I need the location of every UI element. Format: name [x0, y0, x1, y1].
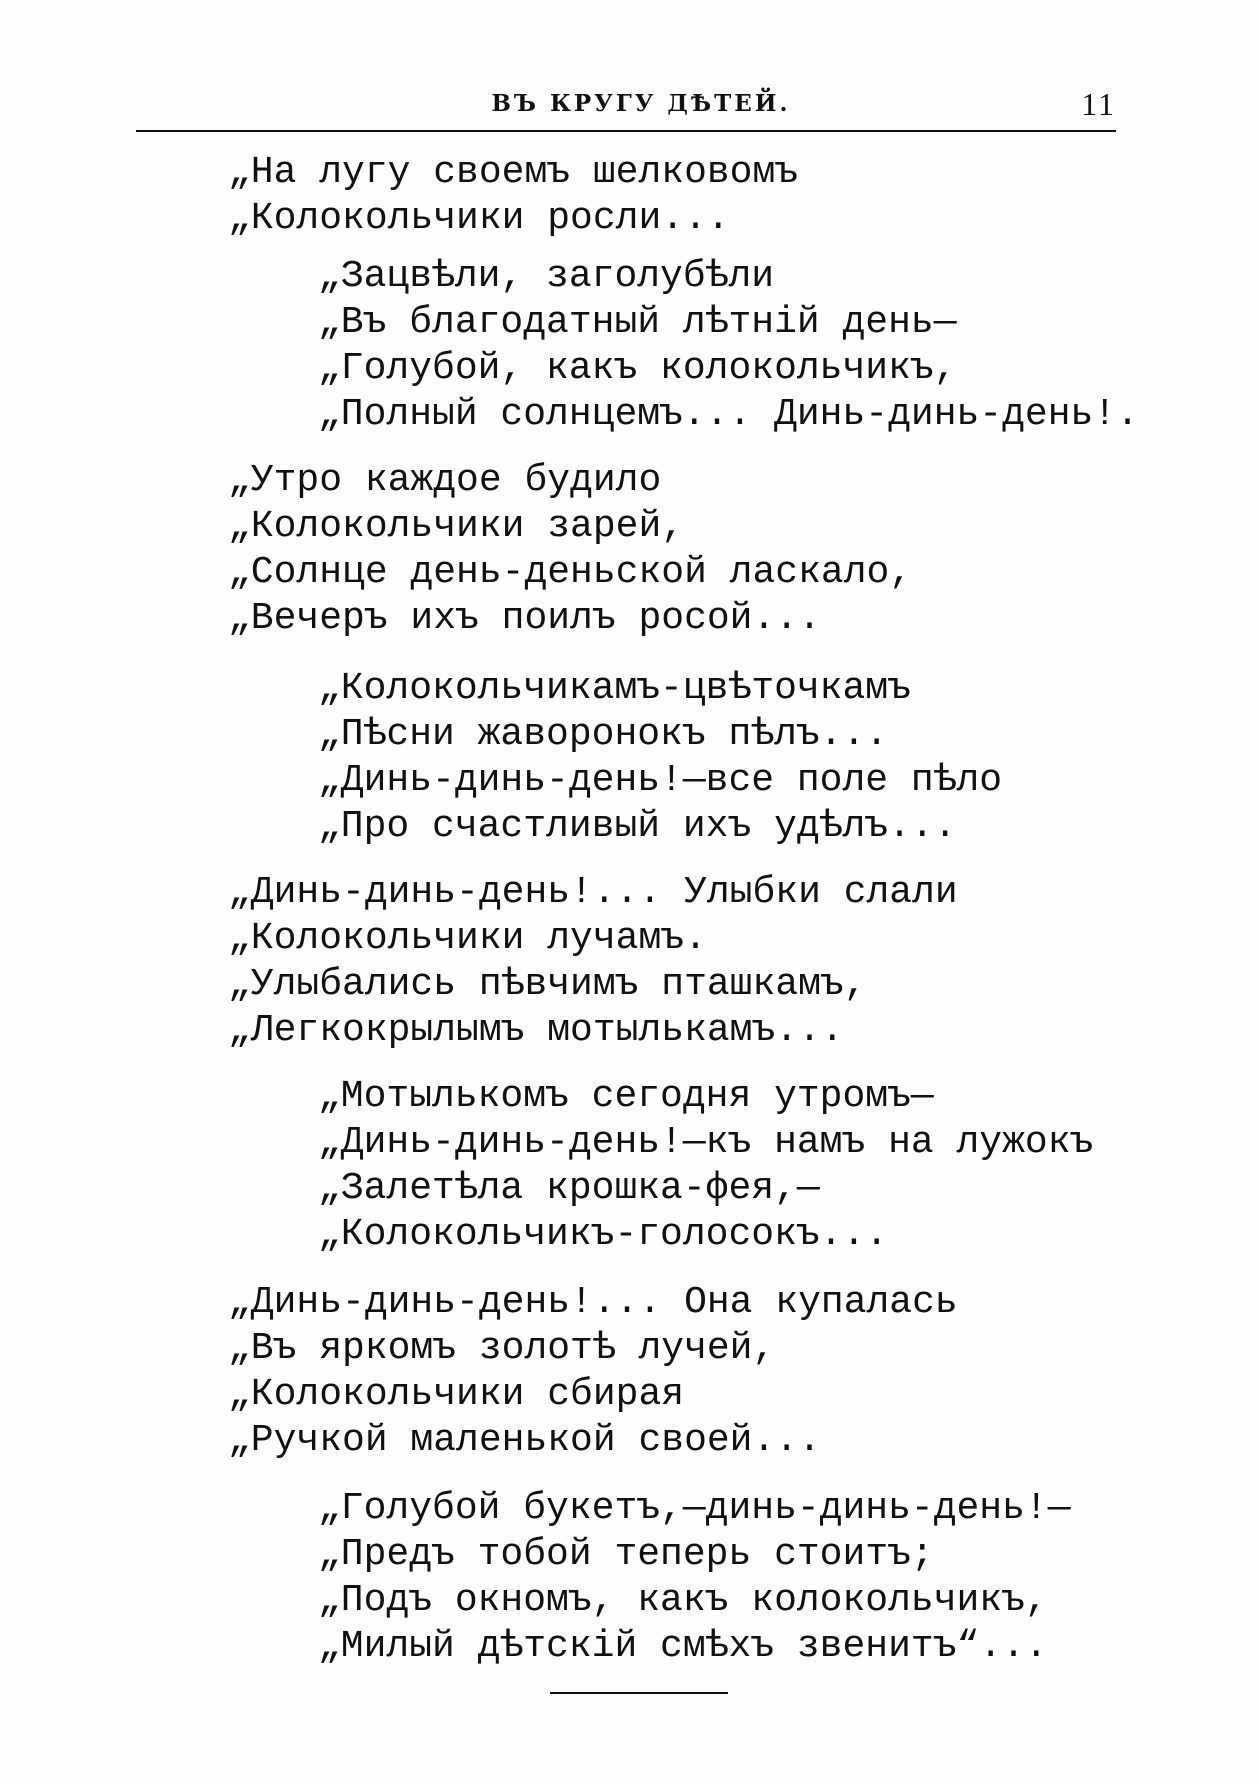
poem-line: „Динь-динь-день!... Улыбки слали	[228, 871, 958, 914]
stanza-4	[318, 666, 1002, 850]
poem-line: „Про счастливый ихъ удѣлъ...	[318, 805, 957, 848]
poem-line: „Залетѣла крошка-фея,—	[318, 1167, 820, 1210]
stanza-5	[228, 870, 958, 1054]
stanza-2	[318, 254, 1139, 438]
poem-line: „Подъ окномъ, какъ колокольчикъ,	[318, 1579, 1048, 1622]
running-head	[136, 86, 1116, 126]
poem-line: „Полный солнцемъ... Динь-динь-день!.	[318, 393, 1139, 436]
poem-line: „Вечеръ ихъ поилъ росой...	[228, 597, 821, 640]
poem-line: „Предъ тобой теперь стоитъ;	[318, 1533, 934, 1576]
stanza-1	[228, 150, 798, 242]
stanza-8	[318, 1486, 1071, 1670]
poem-line: „Въ благодатный лѣтній день—	[318, 301, 957, 344]
stanza-6	[318, 1074, 1093, 1258]
poem-line: „Колокольчики росли...	[228, 197, 730, 240]
poem-line: „На лугу своемъ шелковомъ	[228, 151, 799, 194]
poem-line: „Голубой букетъ,—динь-динь-день!—	[318, 1487, 1071, 1530]
poem-line: „Ручкой маленькой своей...	[228, 1419, 821, 1462]
poem-line: „Динь-динь-день!—къ намъ на лужокъ	[318, 1121, 1094, 1164]
stanza-3	[228, 458, 912, 642]
page-number: 11	[1081, 86, 1116, 122]
poem-line: „Колокольчикамъ-цвѣточкамъ	[318, 667, 911, 710]
running-title: ВЪ КРУГУ ДѢТЕЙ.	[491, 90, 791, 117]
poem-line: „Улыбались пѣвчимъ пташкамъ,	[228, 963, 867, 1006]
poem-line: „Колокольчики сбирая	[228, 1373, 685, 1416]
stanza-7	[228, 1280, 958, 1464]
poem-line: „Мотылькомъ сегодня утромъ—	[318, 1075, 934, 1118]
poem-line: „Динь-динь-день!... Она купалась	[228, 1281, 958, 1324]
poem-line: „Колокольчики лучамъ.	[228, 917, 707, 960]
poem-line: „Солнце день-деньской ласкало,	[228, 551, 913, 594]
poem-line: „Колокольчикъ-голосокъ...	[318, 1213, 889, 1256]
poem-line: „Милый дѣтскій смѣхъ звенитъ“...	[318, 1625, 1048, 1668]
poem-line: „Въ яркомъ золотѣ лучей,	[228, 1327, 776, 1370]
poem-line: „Колокольчики зарей,	[228, 505, 685, 548]
poem-line: „Динь-динь-день!—все поле пѣло	[318, 759, 1003, 802]
poem-line: „Пѣсни жаворонокъ пѣлъ...	[318, 713, 889, 756]
poem-line: „Утро каждое будило	[228, 459, 662, 502]
header-rule	[136, 130, 1116, 132]
end-rule	[550, 1692, 728, 1694]
poem-line: „Голубой, какъ колокольчикъ,	[318, 347, 957, 390]
poem-line: „Легкокрылымъ мотылькамъ...	[228, 1009, 844, 1052]
poem-line: „Зацвѣли, заголубѣли	[318, 255, 775, 298]
